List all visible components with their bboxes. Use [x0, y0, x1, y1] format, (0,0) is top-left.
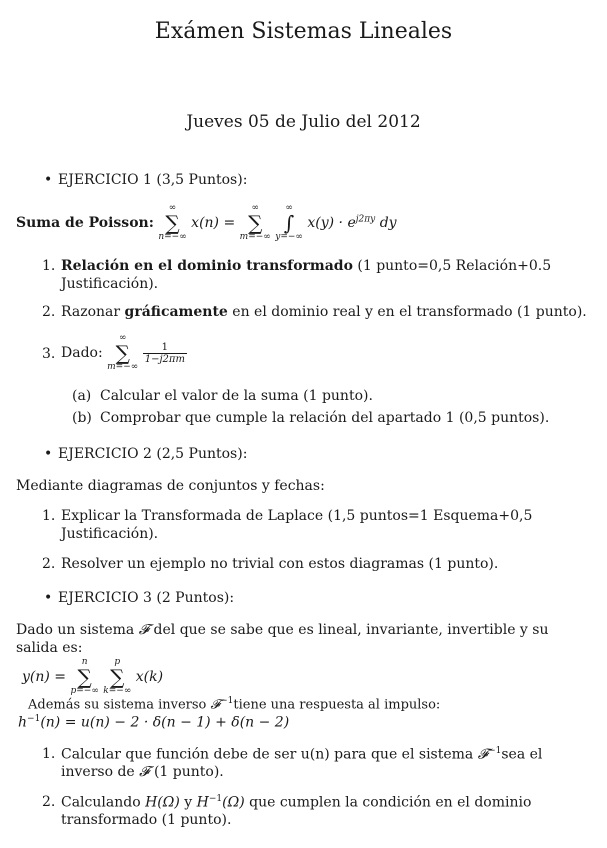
ex1-item-3: [42, 334, 590, 372]
bullet-icon: •: [44, 446, 53, 462]
sum-lhs-bot: n=−∞: [158, 232, 187, 242]
ex1-heading: [44, 172, 247, 190]
sum-rhs-top: ∞: [251, 203, 259, 213]
transfer-hinv-rest: (Ω): [222, 794, 245, 811]
sum-inner-top: p: [114, 657, 121, 667]
transfer-hinv: H: [196, 794, 209, 811]
item-pre: Razonar: [61, 304, 125, 320]
item-number: 2.: [42, 794, 56, 810]
sum-dado: [107, 334, 138, 372]
ex3-intro-b: del que se sabe que es lineal, invariante, invertible y su salida es:: [16, 622, 549, 656]
subitem-text: Comprobar que cumple la relación del apartado 1 (0,5 puntos).: [100, 410, 550, 426]
inverse-line: [28, 696, 602, 714]
item-text: Resolver un ejemplo no trivial con estos diagramas (1 punto).: [61, 556, 499, 572]
sum-inner: [103, 658, 131, 696]
system-symbol: 𝓕: [139, 764, 150, 781]
ex3-heading: [44, 590, 234, 608]
ex2-heading: [44, 446, 247, 464]
item-text: en el dominio real y en el transformado (1 punto).: [227, 304, 587, 320]
ex3-heading-text: EJERCICIO 3 (2 Puntos):: [58, 590, 235, 606]
dado-fraction: [143, 342, 187, 365]
subitem-number: (a): [72, 388, 92, 404]
item-exp: −1: [488, 746, 502, 756]
impulse-response: [18, 714, 592, 732]
item-number: 2.: [42, 304, 56, 320]
item-number: 3.: [42, 346, 56, 362]
item-text-b: y: [179, 794, 197, 811]
bullet-icon: •: [44, 172, 53, 188]
item-text-a: Calculando: [61, 794, 146, 811]
sum-lhs: [158, 204, 186, 242]
item-text-c: que cumplen la condición en el dominio transformado (1 punto).: [61, 794, 532, 829]
item-number: 2.: [42, 556, 56, 572]
exam-date: Jueves 05 de Julio del 2012: [186, 112, 421, 132]
sigma-icon: ∑: [110, 665, 125, 689]
item-pre: Dado:: [61, 345, 103, 361]
item-text: (1 punto=0,5 Relación+0.5 Justificación).: [61, 258, 552, 292]
integral-icon: ∫: [283, 211, 295, 235]
system-symbol: 𝓕: [477, 746, 489, 763]
ex3-item-2: [42, 794, 590, 830]
subitem-number: (b): [72, 410, 92, 426]
impulse-exp: −1: [27, 714, 41, 724]
sum-rhs: [240, 204, 271, 242]
sum-outer: [70, 658, 98, 696]
ex3-intro: [16, 622, 590, 657]
sigma-icon: ∑: [165, 211, 180, 235]
ex1-subitem-a: [72, 388, 590, 406]
integral: [275, 204, 303, 242]
transfer-h: H(Ω): [145, 794, 180, 811]
ex2-heading-text: EJERCICIO 2 (2,5 Puntos):: [58, 446, 248, 462]
poisson-formula: [16, 204, 590, 242]
poisson-lhs-term: x(n) =: [191, 215, 236, 231]
sum-inner-bot: k=−∞: [103, 686, 132, 696]
inverse-exp: −1: [220, 696, 234, 706]
ex2-item-1: [42, 508, 590, 543]
system-symbol: 𝓕: [210, 697, 221, 713]
item-text-c: (1 punto).: [149, 764, 224, 781]
poisson-rhs-exp: j2πy: [355, 214, 376, 225]
ex2-item-2: [42, 556, 590, 574]
sum-dado-top: ∞: [118, 333, 127, 343]
ex3-intro-a: Dado un sistema: [16, 622, 139, 638]
item-number: 1.: [42, 508, 56, 524]
eq-lhs: y(n) =: [22, 669, 67, 685]
sum-rhs-bot: m=−∞: [239, 232, 271, 242]
fraction-denominator: 1−j2πm: [144, 353, 185, 365]
item-text-a: Calcular que función debe de ser u(n) para que el sistema: [61, 746, 478, 763]
output-equation: [22, 658, 596, 696]
fraction-numerator: 1: [143, 342, 187, 354]
poisson-label: Suma de Poisson:: [16, 215, 154, 231]
item-text: Explicar la Transformada de Laplace (1,5 puntos=1 Esquema+0,5 Justificación).: [61, 508, 533, 542]
item-bold: Relación en el dominio transformado: [61, 258, 353, 274]
item-text-b: sea el inverso de: [61, 746, 543, 781]
subitem-text: Calcular el valor de la suma (1 punto).: [100, 388, 373, 404]
item-number: 1.: [42, 258, 56, 274]
transfer-hinv-exp: −1: [208, 794, 223, 804]
impulse-rest: (n) = u(n) − 2 · δ(n − 1) + δ(n − 2): [40, 714, 290, 731]
inverse-a: Además su sistema inverso: [28, 697, 211, 713]
inverse-b: tiene una respuesta al impulso:: [233, 697, 441, 713]
ex1-heading-text: EJERCICIO 1 (3,5 Puntos):: [58, 172, 248, 188]
ex1-subitem-b: [72, 410, 590, 428]
poisson-rhs-d: dy: [375, 215, 397, 231]
exam-title: Exámen Sistemas Lineales: [154, 19, 453, 44]
impulse-h: h: [18, 714, 28, 731]
poisson-rhs-term: x(y) · e: [307, 215, 356, 231]
sigma-icon: ∑: [115, 341, 130, 365]
ex2-intro: Mediante diagramas de conjuntos y fechas:: [16, 478, 325, 494]
bullet-icon: •: [44, 590, 53, 606]
integral-bot: y=−∞: [275, 232, 303, 242]
ex1-item-2: [42, 304, 590, 322]
sum-outer-bot: p=−∞: [70, 686, 99, 696]
ex3-item-1: [42, 746, 590, 782]
eq-term: x(k): [135, 669, 164, 685]
sum-outer-top: n: [81, 657, 88, 667]
sum-lhs-top: ∞: [168, 203, 177, 213]
integral-top: ∞: [285, 203, 293, 213]
item-number: 1.: [42, 746, 56, 762]
ex1-item-1: [42, 258, 590, 293]
sum-dado-bot: m=−∞: [107, 362, 139, 372]
sigma-icon: ∑: [77, 665, 92, 689]
item-bold: gráficamente: [124, 304, 228, 320]
system-symbol: 𝓕: [138, 622, 150, 638]
sigma-icon: ∑: [248, 211, 263, 235]
